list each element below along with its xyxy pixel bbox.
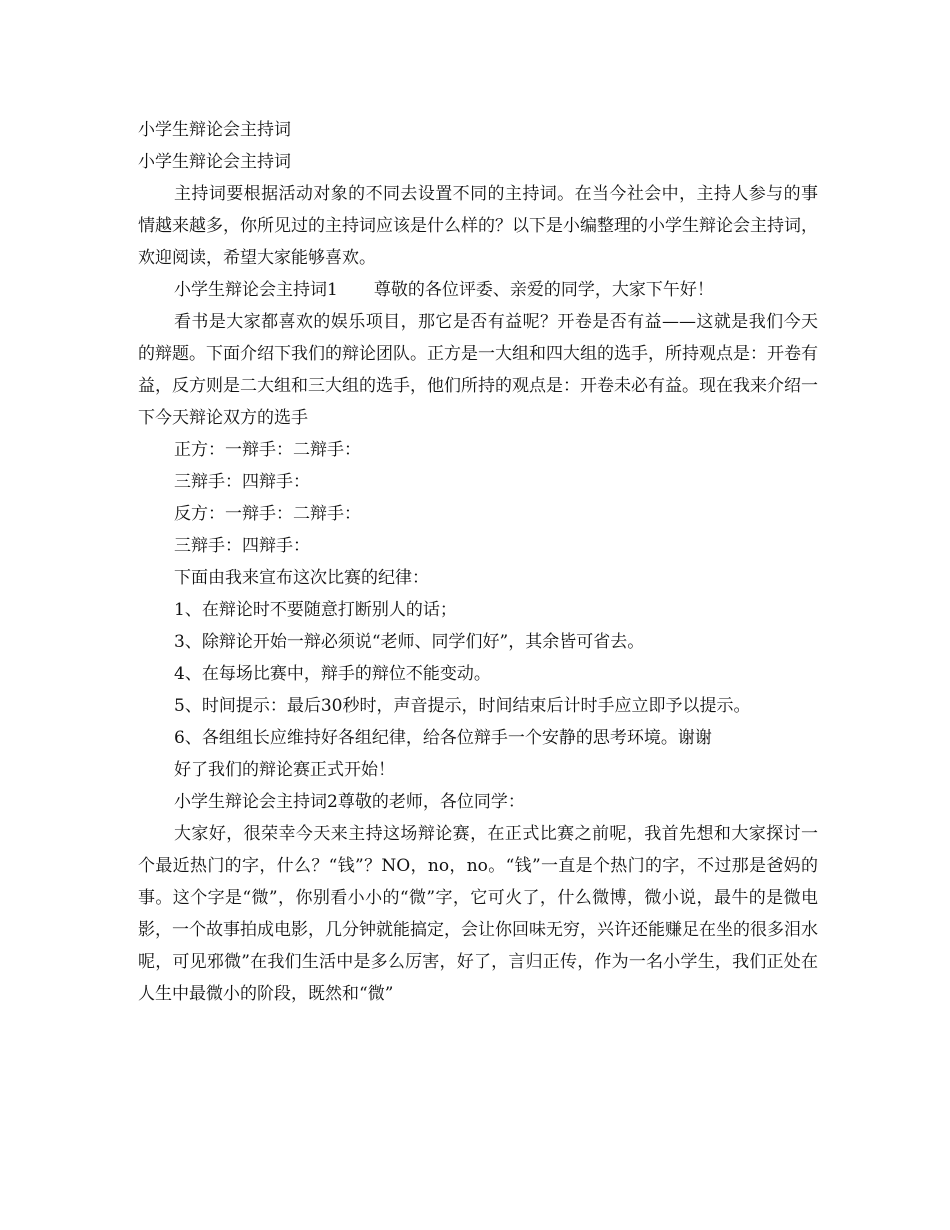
rule-item: 6、各组组长应维持好各组纪律，给各位辩手一个安静的思考环境。谢谢	[174, 728, 712, 748]
section2-heading: 小学生辩论会主持词2尊敬的老师，各位同学：	[174, 792, 525, 812]
rule-item: 5、时间提示：最后30秒时，声音提示，时间结束后计时手应立即予以提示。	[174, 696, 751, 716]
rule-item: 1、在辩论时不要随意打断别人的话；	[174, 600, 457, 620]
section1-heading-line	[138, 274, 818, 306]
section2-paragraph: 大家好，很荣幸今天来主持这场辩论赛，在正式比赛之前呢，我首先想和大家探讨一个最近热门的字，什么？“钱”？NO，no，no。“钱”一直是个热门的字，不过那是爸妈的事。这个字是“微”，你别看小小的“微”字，它可火了，什么微博，微小说，最牛的是微电影，一个故事拍成电影，几分钟就能搞定，会让你回味无穷，兴许还能赚足在坐的很多泪水呢，可见邪微”在我们生活中是多么厉害，好了，言归正传，作为一名小学生，我们正处在人生中最微小的阶段，既然和“微”	[138, 824, 818, 1004]
section1-paragraph: 看书是大家都喜欢的娱乐项目，那它是否有益呢？开卷是否有益——这就是我们今天的辩题。下面介绍下我们的辩论团队。正方是一大组和四大组的选手，所持观点是：开卷有益，反方则是二大组和三大组的选手，他们所持的观点是：开卷未必有益。现在我来介绍一下今天辩论双方的选手	[138, 312, 818, 428]
document-page	[138, 114, 818, 1010]
con-side-line-2: 三辩手：四辩手：	[174, 536, 310, 556]
start-line: 好了我们的辩论赛正式开始！	[174, 760, 395, 780]
con-side-line-1: 反方：一辩手：二辩手：	[174, 504, 361, 524]
intro-paragraph: 主持词要根据活动对象的不同去设置不同的主持词。在当今社会中，主持人参与的事情越来越多，你所见过的主持词应该是什么样的？以下是小编整理的小学生辩论会主持词，欢迎阅读，希望大家能够喜欢。	[138, 184, 818, 268]
rule-item: 3、除辩论开始一辩必须说“老师、同学们好”，其余皆可省去。	[174, 632, 645, 652]
doc-subtitle: 小学生辩论会主持词	[138, 152, 291, 172]
section1-heading: 小学生辩论会主持词1	[174, 280, 338, 300]
doc-title: 小学生辩论会主持词	[138, 120, 291, 140]
pro-side-line-2: 三辩手：四辩手：	[174, 472, 310, 492]
section1-greeting: 尊敬的各位评委、亲爱的同学，大家下午好！	[373, 280, 714, 300]
pro-side-line-1: 正方：一辩手：二辩手：	[174, 440, 361, 460]
rule-item: 4、在每场比赛中，辩手的辩位不能变动。	[174, 664, 491, 684]
rules-intro: 下面由我来宣布这次比赛的纪律：	[174, 568, 429, 588]
